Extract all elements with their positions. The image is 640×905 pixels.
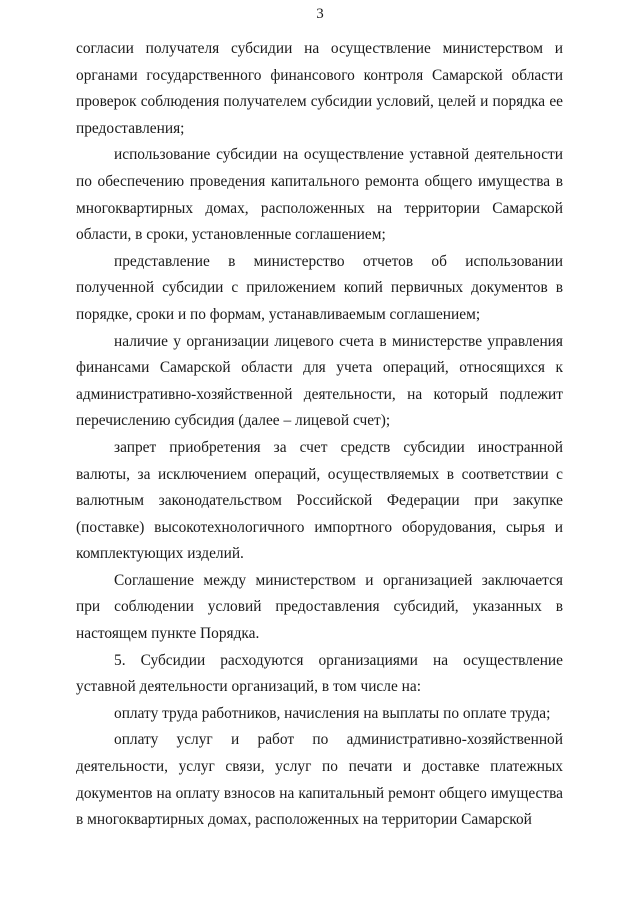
paragraph-currency-prohibition: запрет приобретения за счет средств субсидии иностранной валюты, за исключением операций, осуществляемых в соответствии с валютным законодательством Российской Федерации при закупке (поставке) высокотехнологичного импортного оборудования, сырья и комплектующих изделий. — [76, 438, 563, 563]
paragraph-services-payment: оплату услуг и работ по административно-хозяйственной деятельности, услуг связи, услуг по печати и доставке платежных документов на оплату взносов на капитальный ремонт общего имущества в многоквартирных домах, расположенных на территории Самарской — [76, 731, 563, 829]
paragraph-salary-payment: оплату труда работников, начисления на выплаты по оплате труда; — [114, 704, 551, 722]
paragraph-reports-submission: представление в министерство отчетов об использовании полученной субсидии с приложением копий первичных документов в порядке, сроки и по формам, устанавливаемым соглашением; — [76, 252, 563, 323]
paragraph-consent-inspections: согласии получателя субсидии на осуществление министерством и органами государственного финансового контроля Самарской области проверок соблюдения получателем субсидии условий, целей и порядка ее предоставления; — [76, 40, 563, 137]
paragraph-subsidy-usage: использование субсидии на осуществление уставной деятельности по обеспечению проведения капитального ремонта общего имущества в многоквартирных домах, расположенных на территории Самарской области, в сроки, установленные соглашением; — [76, 146, 563, 244]
paragraph-item-5: 5. Субсидии расходуются организациями на осуществление уставной деятельности организаций, в том числе на: — [76, 651, 563, 696]
paragraph-personal-account: наличие у организации лицевого счета в министерстве управления финансами Самарской области для учета операций, относящихся к административно-хозяйственной деятельности, на который подлежит перечислению субсидия (далее – лицевой счет); — [76, 332, 563, 430]
page-number: 3 — [316, 6, 324, 22]
paragraph-agreement-conclusion: Соглашение между министерством и организацией заключается при соблюдении условий предоставления субсидий, указанных в настоящем пункте Порядка. — [76, 571, 563, 643]
document-body — [76, 36, 563, 834]
